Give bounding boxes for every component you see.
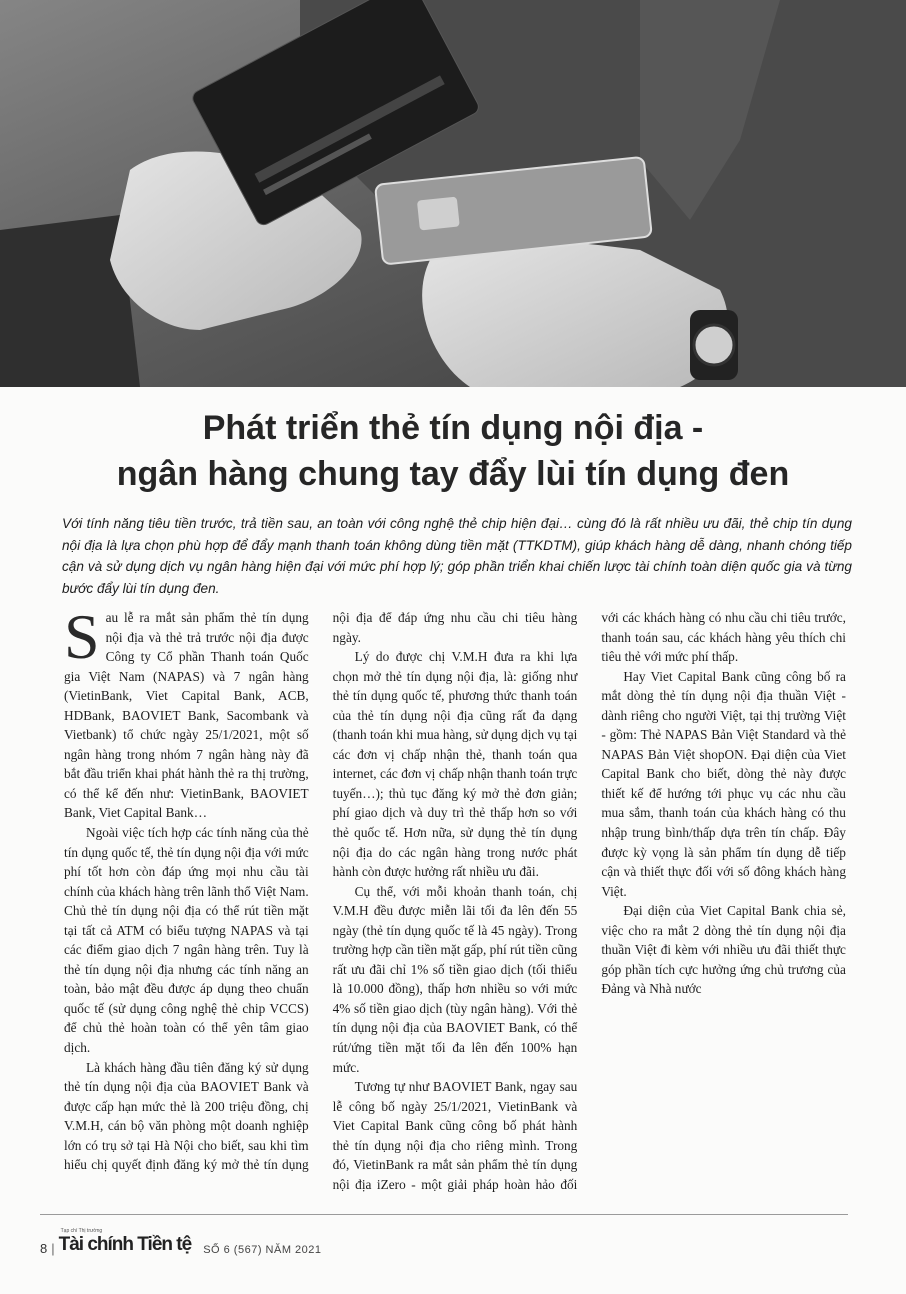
body-paragraph-5: Cụ thể, với mỗi khoản thanh toán, chị V.M.H đều được miễn lãi tối đa lên đến 55 ngày (thẻ tín dụng quốc tế là 45 ngày). Trong trường hợp cần tiền mặt gấp, phí rút tiền cũng rất ưu đãi chỉ 1% số tiền giao dịch (tối thiểu là 10.000 đồng), thấp hơn nhiều so với mức 4% số tiền giao dịch (tùy ngân hàng). Với thẻ tín dụng nội địa của BAOVIET Bank, có thể rút/ứng tiền mặt tối đa lên đến 100% hạn mức. bbox=[332, 883, 578, 1075]
page-footer bbox=[40, 1230, 322, 1256]
body-paragraph-2: Ngoài việc tích hợp các tính năng của thẻ tín dụng quốc tế, thẻ tín dụng nội địa với mức phí tốt hơn còn đáp ứng mọi nhu cầu tài chính của khách hàng trên lãnh thổ Việt Nam. Chủ thẻ tín dụng nội địa có thể rút tiền mặt tại tất cả ATM có biểu tượng NAPAS và tại các điểm giao dịch 7 ngân hàng trên. Tuy là thẻ tín dụng nội địa nhưng các tính năng an toàn, bảo mật đều được áp dụng theo chuẩn quốc tế (sử dụng công nghệ thẻ chip VCCS) để chủ thẻ hoàn toàn có thể yên tâm giao dịch. bbox=[64, 825, 309, 1056]
footer-separator: | bbox=[51, 1241, 55, 1256]
issue-info: SỐ 6 (567) NĂM 2021 bbox=[203, 1244, 322, 1256]
magazine-logo bbox=[58, 1228, 192, 1256]
article-title-line-2: ngân hàng chung tay đẩy lùi tín dụng đen bbox=[116, 455, 790, 493]
body-paragraph-4: Lý do được chị V.M.H đưa ra khi lựa chọn mở thẻ tín dụng nội địa, là: giống như thẻ tín dụng quốc tế, phương thức thanh toán của thẻ tín dụng nội địa cũng rất đa dạng (thanh toán khi mua hàng, sử dụng dịch vụ tại các đơn vị chấp nhận thẻ, thanh toán qua internet, các đơn vị chấp nhận thanh toán trực tuyến…); thủ tục đăng ký mở thẻ đơn giản; phí giao dịch và duy trì thẻ thấp hơn so với thẻ quốc tế. Hơn nữa, sử dụng thẻ tín dụng nội địa do các ngân hàng trong nước phát hành còn được hưởng rất nhiều ưu đãi. bbox=[332, 649, 578, 880]
article-hero-photo bbox=[0, 0, 906, 387]
drop-cap: S bbox=[64, 601, 100, 672]
body-paragraph-1: Sau lễ ra mắt sản phẩm thẻ tín dụng nội địa và thẻ trả trước nội địa được Công ty Cổ phần Thanh toán Quốc gia Việt Nam (NAPAS) và 7 ngân hàng (VietinBank, Viet Capital Bank, ACB, HDBank, BAOVIET Bank, Sacombank và Vietbank) tổ chức ngày 25/1/2021, một số ngân hàng trong nhóm 7 ngân hàng này đã bắt đầu triển khai phát hành thẻ ra thị trường, có thể kể đến như: VietinBank, BAOVIET Bank, Viet Capital Bank… bbox=[64, 601, 309, 821]
footer-divider bbox=[40, 1214, 848, 1215]
article-title bbox=[40, 405, 866, 497]
article-lead: Với tính năng tiêu tiền trước, trả tiền sau, an toàn với công nghệ thẻ chip hiện đại… cùng đó là rất nhiều ưu đãi, thẻ chip tín dụng nội địa là lựa chọn phù hợp để đẩy mạnh thanh toán không dùng tiền mặt (TTKDTM), giúp khách hàng dễ dàng, nhanh chóng tiếp cận và sử dụng dịch vụ ngân hàng hiện đại với mức phí hợp lý; góp phần triển khai chiến lược tài chính toàn diện quốc gia và từng bước đẩy lùi tín dụng đen. bbox=[62, 516, 852, 596]
body-paragraph-3: Là khách hàng đầu tiên đăng ký sử dụng thẻ tín dụng nội địa của BAOVIET Bank và được cấp hạn mức thẻ là 200 triệu đồng, chị V.M.H, cán bộ văn phòng một doanh nghiệp lớn có trụ sở tại Hà Nội cho biết, sau khi tìm hiểu chị quyết định đăng ký mở thẻ tín dụng nội địa để đáp ứng nhu cầu chi tiêu hàng ngày. bbox=[64, 610, 578, 1173]
article-body bbox=[64, 601, 846, 1210]
article-title-line-1: Phát triển thẻ tín dụng nội địa - bbox=[202, 409, 704, 447]
body-paragraph-6: Tương tự như BAOVIET Bank, ngay sau lễ công bố ngày 25/1/2021, VietinBank và Viet Capital Bank cũng công bố phát hành thẻ tín dụng nội địa cho riêng mình. Trong đó, VietinBank ra mắt sản phẩm thẻ tín dụng nội địa iZero - một giải pháp hoàn hảo đối với các khách hàng có nhu cầu chi tiêu trước, thanh toán sau, các khách hàng yêu thích chi tiêu thẻ với mức phí thấp. bbox=[332, 610, 846, 1192]
magazine-name: Tài chính Tiền tệ bbox=[58, 1234, 192, 1255]
credit-cards-photo-icon bbox=[0, 0, 906, 387]
body-paragraph-7: Hay Viet Capital Bank cũng công bố ra mắt dòng thẻ tín dụng nội địa thuần Việt - dành riêng cho người Việt, tại thị trường Việt - gồm: Thẻ NAPAS Bản Việt Standard và thẻ NAPAS Bản Việt shopON. Đại diện của Viet Capital Bank cho biết, dòng thẻ này được thiết kế để hướng tới phục vụ các nhu cầu mua sắm, thanh toán của khách hàng có thu nhập trung bình/thấp dựa trên tín chấp. Đây được kỳ vọng là sản phẩm tín dụng dễ tiếp cận và thiết thực đối với số đông khách hàng Việt. bbox=[601, 668, 846, 899]
body-paragraph-8: Đại diện của Viet Capital Bank chia sẻ, việc cho ra mắt 2 dòng thẻ tín dụng nội địa thuần Việt đi kèm với nhiều ưu đãi thiết thực góp phần tích cực hưởng ứng chủ trương của Đảng và Nhà nước bbox=[601, 903, 846, 997]
page-number: 8 bbox=[40, 1241, 48, 1256]
magazine-tagline: Tạp chí Thị trường bbox=[60, 1228, 103, 1234]
